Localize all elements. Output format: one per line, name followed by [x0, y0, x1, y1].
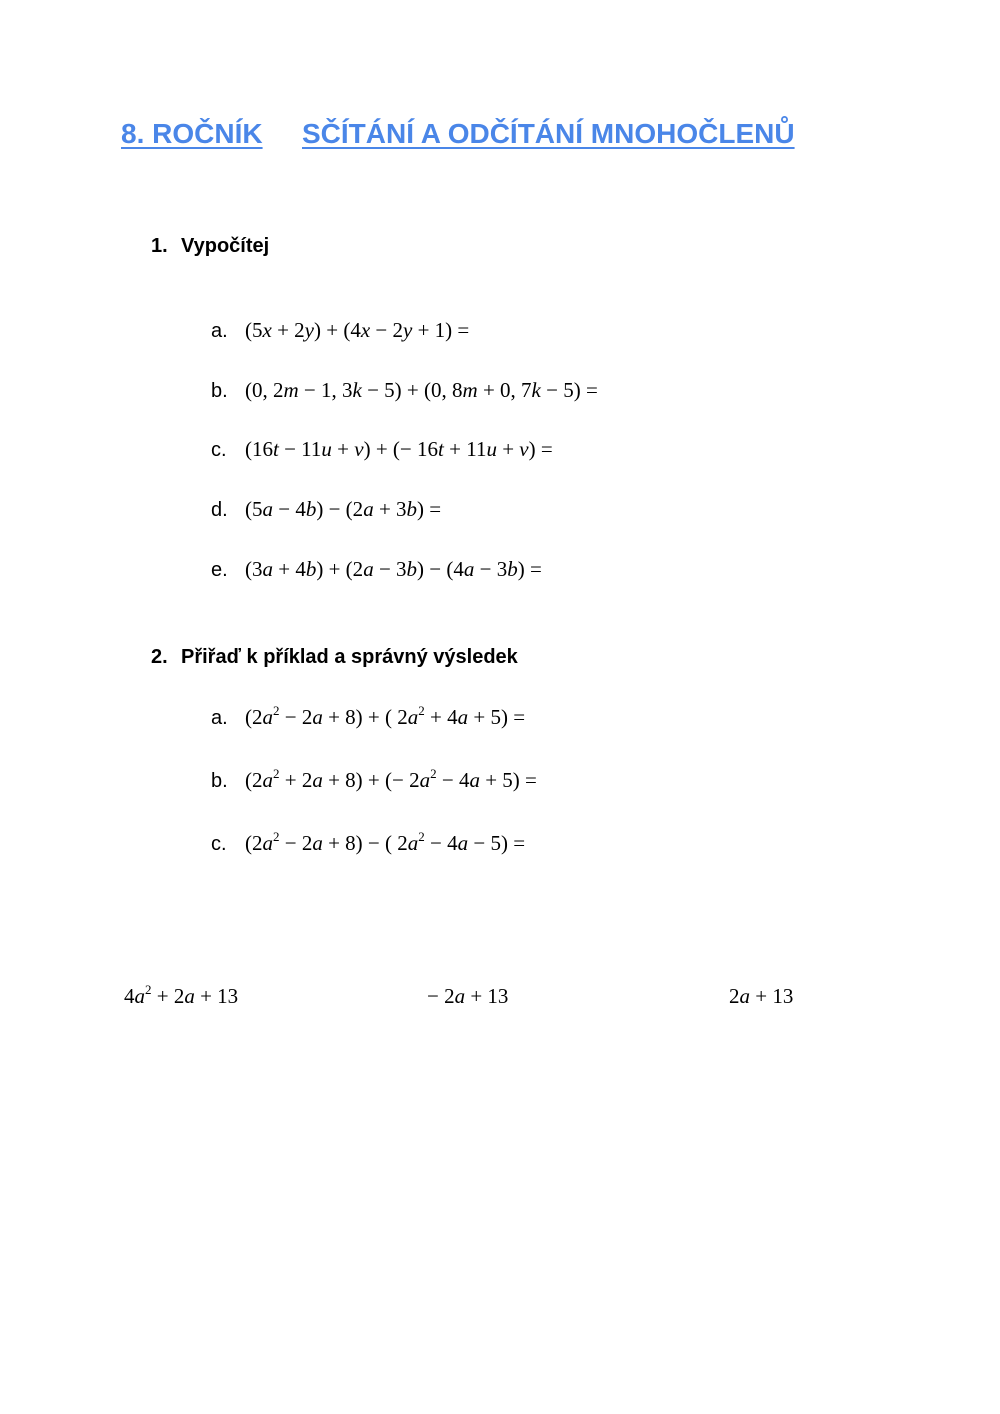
item-expression: (5a − 4b) − (2a + 3b) =: [245, 497, 442, 521]
item-expression: $(2a^2 + 2a + 8)$ + (− $2a^2 - 4a + 5$) =: [245, 766, 537, 792]
item-expression: $(2a^2 - 2a + 8)$ + ( $2a^2 + 4a + 5$) =: [245, 703, 526, 729]
answer-option-1: $4a^2 + 2a + 13$: [124, 982, 239, 1008]
item-expression: (3a + 4b) + (2a − 3b) − (4a − 3b) =: [245, 557, 542, 581]
item-letter: b.: [211, 380, 228, 402]
item-expression: (5x + 2y) + (4x − 2y + 1) =: [245, 318, 470, 342]
section2-number: 2.: [151, 646, 168, 668]
section2-item-c: [211, 831, 525, 861]
answer-option-3: 2a + 13: [729, 984, 794, 1008]
item-letter: a.: [211, 320, 228, 342]
section2-title: Přiřaď k příklad a správný výsledek: [181, 646, 518, 668]
title-grade: 8. ROČNÍK: [121, 118, 263, 149]
item-letter: e.: [211, 559, 228, 581]
item-letter: b.: [211, 770, 228, 792]
section1-heading: [151, 235, 269, 258]
section1-title: Vypočítej: [181, 235, 270, 257]
section2-item-b: [211, 768, 537, 798]
item-letter: a.: [211, 707, 228, 729]
section1-item-d: [211, 497, 441, 527]
item-expression: (0, 2m − 1, 3k − 5) + (0, 8m + 0, 7k − 5) =: [245, 378, 598, 402]
title-topic: SČÍTÁNÍ A ODČÍTÁNÍ MNOHOČLENŮ: [302, 118, 795, 149]
item-expression: (16t − 11u + v) + (− 16t + 11u + v) =: [245, 437, 553, 461]
item-expression: $(2a^2 - 2a + 8)$ − ( $2a^2 - 4a - 5$) =: [245, 829, 526, 855]
item-letter: d.: [211, 499, 228, 521]
section1-item-e: [211, 557, 542, 587]
item-letter: c.: [211, 439, 227, 461]
section1-number: 1.: [151, 235, 168, 257]
section1-item-a: [211, 318, 469, 348]
section2-heading: [151, 646, 518, 669]
item-letter: c.: [211, 833, 227, 855]
section1-item-c: [211, 437, 553, 467]
section1-item-b: [211, 378, 598, 408]
section2-item-a: [211, 705, 525, 735]
answer-option-2: − 2a + 13: [427, 984, 509, 1008]
